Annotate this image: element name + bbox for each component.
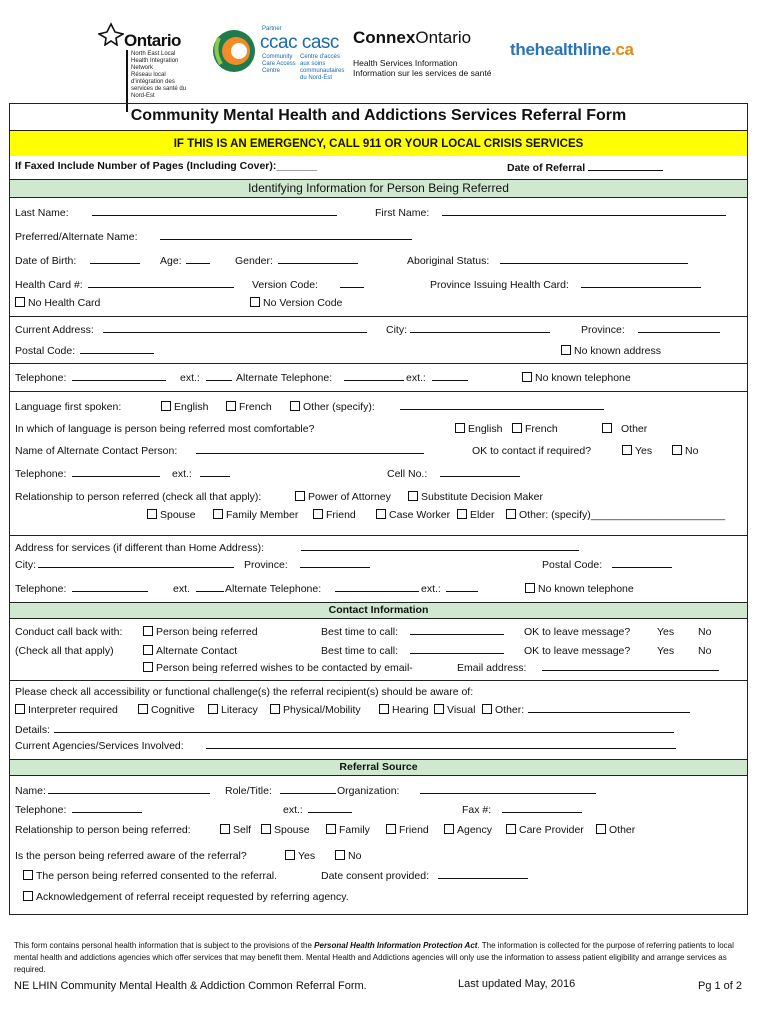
service-alt-ext-input[interactable] bbox=[446, 581, 478, 592]
comfort-other-checkbox[interactable]: Other bbox=[602, 423, 647, 435]
src-rel-other-checkbox[interactable]: Other bbox=[596, 824, 635, 836]
date-consent-input[interactable] bbox=[438, 868, 528, 879]
comfort-french-checkbox[interactable]: French bbox=[512, 423, 558, 435]
healthline-logo: thehealthline.ca bbox=[510, 40, 634, 59]
ccac-wordmark: ccac casc bbox=[260, 32, 339, 53]
ok-contact-yes-checkbox[interactable]: Yes bbox=[622, 445, 652, 457]
alt-contact-cell-input[interactable] bbox=[440, 466, 520, 477]
alt-contact-ext-input[interactable] bbox=[200, 466, 230, 477]
rel-power-of-attorney-checkbox[interactable]: Power of Attorney bbox=[295, 491, 391, 503]
best-time-person-input[interactable] bbox=[410, 624, 504, 635]
rel-other-checkbox[interactable]: Other: (specify)_______________________ bbox=[506, 509, 725, 521]
faxed-pages-field[interactable]: If Faxed Include Number of Pages (Including Cover):_______ bbox=[15, 160, 318, 172]
footer-updated: Last updated May, 2016 bbox=[458, 978, 576, 990]
email-address-input[interactable] bbox=[542, 660, 719, 671]
service-address-input[interactable] bbox=[301, 540, 579, 551]
source-role-input[interactable] bbox=[280, 783, 336, 794]
comfort-english-checkbox[interactable]: English bbox=[455, 423, 502, 435]
literacy-checkbox[interactable]: Literacy bbox=[208, 704, 258, 716]
rel-substitute-checkbox[interactable]: Substitute Decision Maker bbox=[408, 491, 543, 503]
ccac-swirl-icon bbox=[211, 28, 257, 74]
interpreter-checkbox[interactable]: Interpreter required bbox=[15, 704, 118, 716]
src-rel-family-checkbox[interactable]: Family bbox=[326, 824, 370, 836]
alt-ext-input[interactable] bbox=[432, 370, 468, 381]
form-title: Community Mental Health and Addictions Services Referral Form bbox=[130, 107, 627, 124]
aboriginal-status-input[interactable] bbox=[500, 253, 688, 264]
source-name-input[interactable] bbox=[48, 783, 210, 794]
src-rel-care-provider-checkbox[interactable]: Care Provider bbox=[506, 824, 584, 836]
emergency-banner: IF THIS IS AN EMERGENCY, CALL 911 OR YOUR LOCAL CRISIS SERVICES bbox=[10, 130, 747, 156]
aware-no-checkbox[interactable]: No bbox=[335, 850, 361, 862]
rel-friend-checkbox[interactable]: Friend bbox=[313, 509, 356, 521]
province-input[interactable] bbox=[638, 322, 720, 333]
date-of-referral-label: Date of Referral bbox=[507, 160, 663, 174]
lang-other-checkbox[interactable]: Other (specify): bbox=[290, 401, 375, 413]
no-version-code-checkbox[interactable]: No Version Code bbox=[250, 297, 342, 309]
physical-checkbox[interactable]: Physical/Mobility bbox=[270, 704, 361, 716]
leave-msg-person-yes[interactable]: Yes bbox=[657, 626, 675, 638]
version-code-input[interactable] bbox=[340, 277, 364, 288]
alt-contact-telephone-input[interactable] bbox=[72, 466, 160, 477]
last-name-input[interactable] bbox=[92, 205, 337, 216]
rel-spouse-checkbox[interactable]: Spouse bbox=[147, 509, 196, 521]
details-input[interactable] bbox=[54, 722, 674, 733]
age-input[interactable] bbox=[186, 253, 210, 264]
current-agencies-input[interactable] bbox=[206, 738, 676, 749]
rel-elder-checkbox[interactable]: Elder bbox=[457, 509, 495, 521]
referral-form: Community Mental Health and Addictions Services Referral Form IF THIS IS AN EMERGENCY, CALL 911 OR YOUR LOCAL CRISIS SERVICES If Faxed Include Number of Pages (Including Cover):_______ Date of Referral Identifying Information for Person Being Referred Last Name: First Name: Preferred/Alternate Name: Date of Birth: Age: Gender: Aboriginal Status: Health Card #: Version Code: Province Issuing Health Card: No Health Card No Version Code Current Address: City: Province: Postal Code: No known address Telephone: ext.: Alternate Telephone: ext.: No known telephone Language first spoken: English French Other (specify): In which of language is person being referred most comfortable? English French Other Name of Alternate Contact Person: OK to contact if required? Yes No Telephone: ext.: Cell No.: Relationship to person referred (check all that apply): Power of Attorney Substitute Decision Maker Spouse Family Member Friend Case Worker Elder Other: (specify)_______________________ Address for services (if different than Home Address): City: Province: Postal Code: Telephone: ext. Alternate Telephone: ext.: No known telephone Contact Information Conduct call back with: (Check all that apply) Person being referred Alternate Contact Best time to call: Best time to call: OK to leave message? OK to leave message? Yes No Yes No Person being referred wishes to be contacted by email- Email address: Please check all accessibility or functional challenge(s) the referral recipient(s) should be aware of: Interpreter required Cognitive Literacy Physical/Mobility Hearing Visual Other: Details: Current Agencies/Services Involved: Referral Source Name: Role/Title: Organization: Telephone: ext.: Fax #: Relationship to person being referred: Self Spouse Family Friend Agency Care Provider Other Is the person being referred aware of the referral? Yes No The person being referred consented to the referral. Date consent provided: Acknowledgement of referral receipt requested by referring agency. bbox=[9, 103, 748, 915]
access-other-checkbox[interactable]: Other: bbox=[482, 704, 524, 716]
lhin-text: North East Local Health Integration Network Réseau local d'intégration des services de santé du Nord-Est bbox=[131, 51, 187, 99]
callback-alternate-checkbox[interactable]: Alternate Contact bbox=[143, 645, 237, 657]
rel-family-member-checkbox[interactable]: Family Member bbox=[213, 509, 298, 521]
connex-wordmark: ConnexOntario bbox=[353, 28, 472, 47]
service-alt-telephone-input[interactable] bbox=[335, 581, 419, 592]
alt-contact-name-input[interactable] bbox=[196, 443, 424, 454]
source-organization-input[interactable] bbox=[420, 783, 596, 794]
no-known-address-checkbox[interactable]: No known address bbox=[561, 345, 661, 357]
lang-other-input[interactable] bbox=[400, 399, 604, 410]
cognitive-checkbox[interactable]: Cognitive bbox=[138, 704, 195, 716]
identifying-section-header: Identifying Information for Person Being Referred bbox=[10, 179, 747, 198]
no-known-telephone-checkbox[interactable]: No known telephone bbox=[522, 372, 631, 384]
source-ext-input[interactable] bbox=[308, 802, 352, 813]
ok-contact-no-checkbox[interactable]: No bbox=[672, 445, 698, 457]
leave-msg-person-no[interactable]: No bbox=[698, 626, 712, 638]
ext-input[interactable] bbox=[206, 370, 232, 381]
service-no-known-telephone-checkbox[interactable]: No known telephone bbox=[525, 583, 634, 595]
footer-page-number: Pg 1 of 2 bbox=[698, 980, 743, 992]
date-of-referral-input[interactable] bbox=[588, 160, 663, 171]
email-contact-checkbox[interactable]: Person being referred wishes to be contacted by email- bbox=[143, 662, 413, 674]
best-time-alternate-input[interactable] bbox=[410, 643, 504, 654]
referral-source-header: Referral Source bbox=[10, 759, 747, 776]
source-fax-input[interactable] bbox=[502, 802, 582, 813]
footer-form-name: NE LHIN Community Mental Health & Addiction Common Referral Form. bbox=[14, 980, 367, 992]
privacy-notice: This form contains personal health information that is subject to the provisions of the Personal Health Information Protection Act. The information is collected for the purpose of referring patients to local mental health and addictions agencies which offer services that may benefit them. Mental Health and Addictions agencies will only use the information to assess patient eligibility and arrange services as required. bbox=[14, 941, 734, 974]
service-postal-input[interactable] bbox=[612, 557, 672, 568]
service-province-input[interactable] bbox=[300, 557, 370, 568]
gender-input[interactable] bbox=[278, 253, 358, 264]
access-other-input[interactable] bbox=[528, 702, 690, 713]
alt-telephone-input[interactable] bbox=[344, 370, 404, 381]
leave-msg-alternate-yes[interactable]: Yes bbox=[657, 645, 675, 657]
service-ext-input[interactable] bbox=[196, 581, 224, 592]
first-name-input[interactable] bbox=[442, 205, 726, 216]
province-issuing-input[interactable] bbox=[581, 277, 701, 288]
service-telephone-input[interactable] bbox=[72, 581, 148, 592]
health-card-input[interactable] bbox=[88, 277, 234, 288]
src-rel-agency-checkbox[interactable]: Agency bbox=[444, 824, 492, 836]
hearing-checkbox[interactable]: Hearing bbox=[379, 704, 429, 716]
source-telephone-input[interactable] bbox=[72, 802, 142, 813]
visual-checkbox[interactable]: Visual bbox=[434, 704, 475, 716]
aware-yes-checkbox[interactable]: Yes bbox=[285, 850, 315, 862]
current-address-input[interactable] bbox=[103, 322, 367, 333]
lang-english-checkbox[interactable]: English bbox=[161, 401, 208, 413]
lang-french-checkbox[interactable]: French bbox=[226, 401, 272, 413]
acknowledgement-checkbox[interactable]: Acknowledgement of referral receipt requested by referring agency. bbox=[23, 891, 349, 903]
rel-case-worker-checkbox[interactable]: Case Worker bbox=[376, 509, 450, 521]
trillium-icon bbox=[98, 22, 124, 46]
no-health-card-checkbox[interactable]: No Health Card bbox=[15, 297, 100, 309]
src-rel-friend-checkbox[interactable]: Friend bbox=[386, 824, 429, 836]
src-rel-spouse-checkbox[interactable]: Spouse bbox=[261, 824, 310, 836]
city-input[interactable] bbox=[410, 322, 550, 333]
postal-code-input[interactable] bbox=[80, 343, 154, 354]
ontario-wordmark: Ontario bbox=[124, 31, 181, 50]
leave-msg-alternate-no[interactable]: No bbox=[698, 645, 712, 657]
telephone-input[interactable] bbox=[72, 370, 166, 381]
src-rel-self-checkbox[interactable]: Self bbox=[220, 824, 251, 836]
service-city-input[interactable] bbox=[38, 557, 234, 568]
contact-section-header: Contact Information bbox=[10, 602, 747, 619]
consented-checkbox[interactable]: The person being referred consented to the referral. bbox=[23, 870, 277, 882]
preferred-name-input[interactable] bbox=[160, 229, 412, 240]
dob-input[interactable] bbox=[90, 253, 140, 264]
callback-person-checkbox[interactable]: Person being referred bbox=[143, 626, 258, 638]
